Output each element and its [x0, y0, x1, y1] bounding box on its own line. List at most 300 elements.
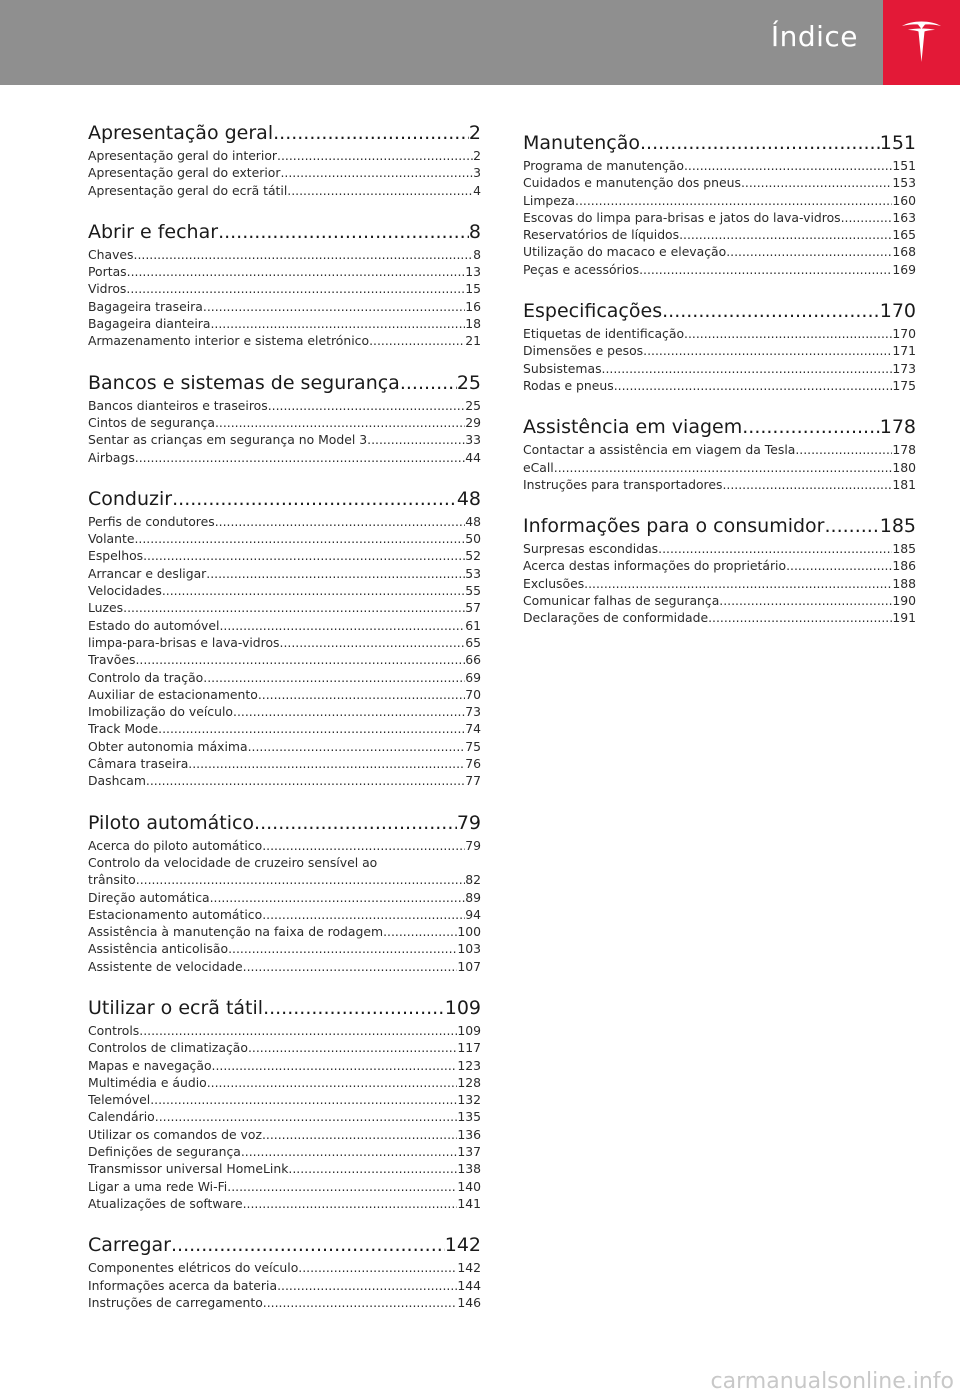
- section-title-label: Assistência em viagem: [523, 416, 743, 439]
- leader-dots: [219, 617, 465, 634]
- entry-page-number: 74: [465, 721, 481, 737]
- leader-dots: [554, 459, 893, 476]
- toc-entry[interactable]: [523, 592, 916, 609]
- toc-entry[interactable]: [88, 617, 481, 634]
- toc-entry[interactable]: [88, 315, 481, 332]
- watermark-text: carmanualsonline.info: [710, 1369, 954, 1394]
- entry-page-number: 151: [892, 158, 916, 173]
- toc-entry[interactable]: [523, 157, 916, 174]
- section-page-number: 48: [456, 487, 481, 510]
- leader-dots: [786, 557, 892, 574]
- toc-entry[interactable]: [523, 557, 916, 574]
- toc-section-title[interactable]: [523, 513, 916, 540]
- leader-dots: [233, 703, 465, 720]
- leader-dots: [134, 530, 465, 547]
- entry-label: Câmara traseira: [88, 756, 189, 772]
- entry-page-number: 53: [465, 565, 481, 581]
- entry-page-number: 132: [457, 1092, 481, 1108]
- leader-dots: [602, 360, 893, 377]
- entry-page-number: 66: [465, 652, 481, 668]
- entry-page-number: 136: [457, 1126, 481, 1142]
- entry-page-number: 188: [892, 575, 916, 591]
- entry-label: Volante: [88, 531, 135, 547]
- toc-entry[interactable]: [88, 431, 481, 448]
- entry-page-number: 57: [465, 600, 481, 616]
- toc-right-column: [523, 130, 916, 647]
- toc-section: [88, 370, 481, 466]
- section-title-label: Informações para o consumidor: [523, 515, 825, 538]
- toc-entry[interactable]: [523, 342, 916, 359]
- entry-label: Direção automática: [88, 889, 210, 905]
- entry-page-number: 4: [473, 182, 481, 198]
- toc-entry[interactable]: [88, 837, 481, 854]
- toc-entry[interactable]: [88, 547, 481, 564]
- entry-page-number: 141: [457, 1195, 481, 1211]
- entry-page-number: 171: [892, 343, 916, 359]
- entry-label: Surpresas escondidas: [523, 541, 659, 557]
- entry-page-number: 185: [892, 541, 916, 557]
- leader-dots: [135, 449, 465, 466]
- entry-label: Airbags: [88, 449, 135, 465]
- section-title-label: Bancos e sistemas de segurança: [88, 371, 400, 394]
- entry-label: Imobilização do veículo: [88, 704, 233, 720]
- toc-entry[interactable]: [523, 261, 916, 278]
- leader-dots: [288, 1160, 457, 1177]
- leader-dots: [210, 315, 465, 332]
- toc-entry[interactable]: [88, 1057, 481, 1074]
- toc-entry[interactable]: [88, 280, 481, 297]
- entry-label: Transmissor universal HomeLink: [88, 1161, 289, 1177]
- entry-page-number: 117: [457, 1040, 481, 1056]
- toc-entry[interactable]: [88, 906, 481, 923]
- toc-entry[interactable]: [88, 513, 481, 530]
- entry-page-number: 52: [465, 548, 481, 564]
- entry-page-number: 128: [457, 1074, 481, 1090]
- entry-page-number: 175: [892, 377, 916, 393]
- toc-section-title[interactable]: [523, 298, 916, 325]
- entry-label: Exclusões: [523, 575, 585, 591]
- entry-label: Atualizações de software: [88, 1195, 243, 1211]
- entry-page-number: 107: [457, 958, 481, 974]
- entry-page-number: 25: [465, 397, 481, 413]
- entry-label: Estado do automóvel: [88, 617, 220, 633]
- section-page-number: 79: [456, 811, 481, 834]
- toc-entry[interactable]: [88, 164, 481, 181]
- leader-dots: [139, 1022, 457, 1039]
- toc-section: [88, 1232, 481, 1311]
- entry-page-number: 94: [465, 906, 481, 922]
- toc-section: [88, 810, 481, 975]
- leader-dots: [228, 940, 457, 957]
- leader-dots: [268, 397, 466, 414]
- entry-label: Espelhos: [88, 548, 144, 564]
- leader-dots: [262, 1126, 457, 1143]
- entry-label: limpa-para-brisas e lava-vidros: [88, 634, 280, 650]
- entry-page-number: 21: [465, 333, 481, 349]
- leader-dots: [742, 414, 880, 441]
- leader-dots: [658, 540, 892, 557]
- leader-dots: [277, 1277, 457, 1294]
- entry-label: Apresentação geral do ecrã tátil: [88, 182, 288, 198]
- entry-label: Assistência anticolisão: [88, 941, 229, 957]
- tesla-logo-icon: [900, 17, 943, 67]
- leader-dots: [795, 441, 892, 458]
- entry-page-number: 190: [892, 593, 916, 609]
- toc-entry[interactable]: [88, 1195, 481, 1212]
- toc-entry[interactable]: [88, 582, 481, 599]
- entry-page-number: 181: [892, 476, 916, 492]
- leader-dots: [158, 720, 465, 737]
- toc-entry[interactable]: [523, 575, 916, 592]
- toc-entry[interactable]: [88, 599, 481, 616]
- toc-entry[interactable]: [523, 209, 916, 226]
- entry-label: Telemóvel: [88, 1092, 151, 1108]
- leader-dots: [741, 174, 892, 191]
- entry-label: Contactar a assistência em viagem da Tesla: [523, 442, 796, 458]
- leader-dots: [400, 370, 457, 397]
- section-page-number: 151: [879, 132, 916, 154]
- entry-label: Mapas e navegação: [88, 1057, 212, 1073]
- section-page-number: 178: [879, 416, 916, 439]
- toc-entry[interactable]: [88, 1259, 481, 1276]
- toc-section: [523, 414, 916, 493]
- toc-section-title[interactable]: [523, 130, 916, 157]
- toc-entry[interactable]: [88, 1108, 481, 1125]
- entry-label: Reservatórios de líquidos: [523, 227, 680, 243]
- toc-section-title[interactable]: [88, 486, 481, 513]
- entry-page-number: 103: [457, 941, 481, 957]
- entry-label: Componentes elétricos do veículo: [88, 1260, 299, 1276]
- toc-section-title[interactable]: [88, 370, 481, 397]
- toc-entry[interactable]: [523, 226, 916, 243]
- section-title-label: Especificações: [523, 300, 663, 323]
- entry-label: Ligar a uma rede Wi-Fi: [88, 1178, 228, 1194]
- entry-page-number: 142: [457, 1260, 481, 1276]
- leader-dots: [263, 995, 445, 1022]
- toc-entry[interactable]: [88, 414, 481, 431]
- entry-label: Acerca do piloto automático: [88, 837, 263, 853]
- leader-dots: [210, 889, 466, 906]
- entry-page-number: 77: [465, 773, 481, 789]
- leader-dots: [640, 130, 880, 157]
- entry-label: Controls: [88, 1022, 140, 1038]
- toc-entry[interactable]: [88, 772, 481, 789]
- toc-entry[interactable]: [88, 530, 481, 547]
- toc-entry[interactable]: [88, 1294, 481, 1311]
- leader-dots: [212, 1057, 458, 1074]
- entry-page-number: 89: [465, 889, 481, 905]
- toc-section: [523, 513, 916, 626]
- toc-section: [88, 486, 481, 790]
- leader-dots: [262, 837, 465, 854]
- toc-entry[interactable]: [523, 476, 916, 493]
- entry-page-number: 18: [465, 316, 481, 332]
- entry-label: Bagageira dianteira: [88, 316, 211, 332]
- toc-entry[interactable]: [88, 669, 481, 686]
- leader-dots: [841, 209, 893, 226]
- entry-label: Bancos dianteiros e traseiros: [88, 397, 268, 413]
- entry-page-number: 178: [892, 442, 916, 458]
- entry-page-number: 180: [892, 459, 916, 475]
- toc-entry-line-1[interactable]: Controlo da velocidade de cruzeiro sensível ao: [88, 854, 378, 870]
- entry-page-number: 15: [465, 281, 481, 297]
- leader-dots: [263, 1294, 458, 1311]
- entry-page-number: 55: [465, 583, 481, 599]
- toc-entry[interactable]: [88, 147, 481, 164]
- leader-dots: [155, 1108, 458, 1125]
- entry-page-number: 50: [465, 531, 481, 547]
- entry-page-number: 137: [457, 1144, 481, 1160]
- leader-dots: [262, 906, 465, 923]
- leader-dots: [215, 414, 465, 431]
- entry-label: Luzes: [88, 600, 124, 616]
- entry-page-number: 173: [892, 360, 916, 376]
- section-title-label: Abrir e fechar: [88, 220, 219, 243]
- toc-entry[interactable]: [523, 609, 916, 626]
- leader-dots: [206, 565, 465, 582]
- toc-entry[interactable]: [88, 686, 481, 703]
- toc-entry[interactable]: [523, 325, 916, 342]
- leader-dots: [207, 1074, 458, 1091]
- leader-dots: [369, 332, 465, 349]
- entry-label: Definições de segurança: [88, 1144, 241, 1160]
- leader-dots: [243, 1195, 458, 1212]
- entry-label: Velocidades: [88, 583, 162, 599]
- leader-dots: [643, 342, 892, 359]
- entry-page-number: 123: [457, 1057, 481, 1073]
- toc-entry[interactable]: [88, 397, 481, 414]
- toc-entry[interactable]: [88, 182, 481, 199]
- entry-page-number: 168: [892, 244, 916, 260]
- entry-label: Perfis de condutores: [88, 513, 215, 529]
- toc-section-title[interactable]: [88, 810, 481, 837]
- entry-page-number: 61: [465, 617, 481, 633]
- leader-dots: [825, 513, 880, 540]
- leader-dots: [123, 599, 465, 616]
- entry-label: Comunicar falhas de segurança: [523, 593, 720, 609]
- entry-label: Etiquetas de identificação: [523, 326, 685, 342]
- entry-label: Subsistemas: [523, 360, 602, 376]
- entry-page-number: 109: [457, 1022, 481, 1038]
- toc-entry[interactable]: [88, 1143, 481, 1160]
- leader-dots: [575, 192, 892, 209]
- toc-entry[interactable]: [88, 755, 481, 772]
- toc-entry[interactable]: [88, 1091, 481, 1108]
- entry-label: Calendário: [88, 1109, 155, 1125]
- toc-entry[interactable]: [88, 703, 481, 720]
- leader-dots: [708, 609, 892, 626]
- toc-entry[interactable]: [88, 940, 481, 957]
- leader-dots: [150, 1091, 457, 1108]
- entry-label: Instruções de carregamento: [88, 1294, 263, 1310]
- toc-entry[interactable]: [88, 1074, 481, 1091]
- entry-label: Travões: [88, 652, 136, 668]
- toc-section-title[interactable]: [88, 1232, 481, 1259]
- toc-entry[interactable]: [88, 1178, 481, 1195]
- toc-entry[interactable]: [88, 889, 481, 906]
- toc-entry[interactable]: [523, 174, 916, 191]
- entry-label: Bagageira traseira: [88, 298, 203, 314]
- entry-page-number: 76: [465, 756, 481, 772]
- leader-dots: [203, 298, 465, 315]
- toc-entry[interactable]: [523, 459, 916, 476]
- entry-label: Utilização do macaco e elevação: [523, 244, 727, 260]
- leader-dots: [614, 377, 893, 394]
- entry-label: Controlos de climatização: [88, 1040, 248, 1056]
- entry-label: Limpeza: [523, 192, 576, 208]
- entry-label: Assistente de velocidade: [88, 958, 243, 974]
- toc-entry[interactable]: [88, 923, 481, 940]
- toc-entry[interactable]: [88, 634, 481, 651]
- toc-entry[interactable]: [88, 1160, 481, 1177]
- toc-entry[interactable]: [88, 263, 481, 280]
- entry-page-number: 48: [465, 513, 481, 529]
- section-title-label: Conduzir: [88, 487, 173, 510]
- leader-dots: [162, 582, 465, 599]
- toc-entry[interactable]: [88, 298, 481, 315]
- entry-page-number: 13: [465, 264, 481, 280]
- leader-dots: [215, 513, 466, 530]
- toc-entry[interactable]: [88, 738, 481, 755]
- entry-page-number: 163: [892, 209, 916, 225]
- entry-page-number: 100: [457, 924, 481, 940]
- entry-label: Track Mode: [88, 721, 159, 737]
- toc-entry[interactable]: [88, 871, 481, 888]
- leader-dots: [639, 261, 892, 278]
- leader-dots: [254, 810, 457, 837]
- leader-dots: [243, 958, 458, 975]
- entry-page-number: 135: [457, 1109, 481, 1125]
- entry-page-number: 140: [457, 1178, 481, 1194]
- leader-dots: [383, 923, 457, 940]
- entry-page-number: 69: [465, 669, 481, 685]
- entry-label: Escovas do limpa para-brisas e jatos do lava-vidros: [523, 209, 841, 225]
- section-title-label: Carregar: [88, 1234, 171, 1257]
- entry-page-number: 73: [465, 704, 481, 720]
- entry-label: Rodas e pneus: [523, 377, 614, 393]
- toc-entry[interactable]: [88, 720, 481, 737]
- entry-label: Apresentação geral do exterior: [88, 165, 281, 181]
- toc-entry[interactable]: [88, 246, 481, 263]
- section-page-number: 170: [879, 300, 916, 323]
- toc-entry[interactable]: [523, 360, 916, 377]
- leader-dots: [134, 246, 474, 263]
- leader-dots: [241, 1143, 457, 1160]
- leader-dots: [584, 575, 892, 592]
- entry-label: Sentar as crianças em segurança no Model 3: [88, 432, 368, 448]
- toc-section-title[interactable]: [88, 120, 481, 147]
- entry-page-number: 165: [892, 227, 916, 243]
- section-page-number: 2: [468, 122, 481, 144]
- toc-entry[interactable]: [88, 1039, 481, 1056]
- entry-page-number: 153: [892, 175, 916, 191]
- entry-page-number: 186: [892, 558, 916, 574]
- entry-label: Auxiliar de estacionamento: [88, 686, 258, 702]
- entry-page-number: 170: [892, 326, 916, 342]
- toc-entry[interactable]: [88, 651, 481, 668]
- leader-dots: [662, 298, 880, 325]
- leader-dots: [127, 263, 466, 280]
- entry-label: Informações acerca da bateria: [88, 1277, 278, 1293]
- leader-dots: [287, 182, 473, 199]
- toc-entry[interactable]: [88, 565, 481, 582]
- toc-entry[interactable]: [88, 1022, 481, 1039]
- toc-entry[interactable]: [88, 1277, 481, 1294]
- leader-dots: [172, 486, 457, 513]
- leader-dots: [136, 871, 465, 888]
- toc-section: [88, 995, 481, 1212]
- leader-dots: [298, 1259, 457, 1276]
- toc-section: [523, 298, 916, 394]
- entry-label: Programa de manutenção: [523, 158, 684, 173]
- entry-label: Declarações de conformidade: [523, 610, 709, 626]
- entry-page-number: 8: [473, 246, 481, 262]
- entry-page-number: 3: [473, 165, 481, 181]
- entry-page-number: 16: [465, 298, 481, 314]
- toc-entry[interactable]: [523, 192, 916, 209]
- leader-dots: [203, 669, 465, 686]
- entry-label: Arrancar e desligar: [88, 565, 207, 581]
- leader-dots: [367, 431, 465, 448]
- entry-label: Instruções para transportadores: [523, 476, 723, 492]
- toc-entry[interactable]: [523, 377, 916, 394]
- entry-label: Estacionamento automático: [88, 906, 263, 922]
- entry-label: Chaves: [88, 246, 134, 262]
- toc-section: [88, 120, 481, 199]
- leader-dots: [188, 755, 465, 772]
- toc-section: [523, 130, 916, 278]
- entry-label: Controlo da tração: [88, 669, 204, 685]
- logo-badge: [883, 0, 960, 85]
- toc-section-title[interactable]: [88, 995, 481, 1022]
- entry-label: Portas: [88, 264, 127, 280]
- entry-label: Dimensões e pesos: [523, 343, 644, 359]
- leader-dots: [679, 226, 892, 243]
- entry-page-number: 79: [465, 837, 481, 853]
- leader-dots: [719, 592, 892, 609]
- entry-page-number: 146: [457, 1294, 481, 1310]
- entry-label: Assistência à manutenção na faixa de rodagem: [88, 924, 384, 940]
- toc-left-column: [88, 120, 481, 1331]
- toc-entry[interactable]: [523, 540, 916, 557]
- section-page-number: 142: [444, 1234, 481, 1257]
- section-page-number: 8: [468, 220, 481, 243]
- entry-page-number: 29: [465, 414, 481, 430]
- toc-entry[interactable]: [88, 449, 481, 466]
- toc-section-title[interactable]: [523, 414, 916, 441]
- leader-dots: [146, 772, 465, 789]
- leader-dots: [135, 651, 465, 668]
- toc-entry[interactable]: [88, 332, 481, 349]
- toc-entry[interactable]: [523, 441, 916, 458]
- entry-label: Cintos de segurança: [88, 414, 215, 430]
- entry-label: Peças e acessórios: [523, 261, 640, 277]
- toc-entry[interactable]: [523, 243, 916, 260]
- entry-label: trânsito: [88, 872, 136, 888]
- leader-dots: [126, 280, 465, 297]
- leader-dots: [280, 164, 473, 181]
- entry-page-number: 70: [465, 686, 481, 702]
- leader-dots: [248, 1039, 457, 1056]
- toc-entry[interactable]: [88, 958, 481, 975]
- page-title: Índice: [770, 20, 858, 53]
- toc-section-title[interactable]: [88, 219, 481, 246]
- entry-page-number: 144: [457, 1277, 481, 1293]
- toc-entry[interactable]: [88, 1126, 481, 1143]
- leader-dots: [277, 147, 473, 164]
- entry-page-number: 75: [465, 738, 481, 754]
- toc-section: [88, 219, 481, 350]
